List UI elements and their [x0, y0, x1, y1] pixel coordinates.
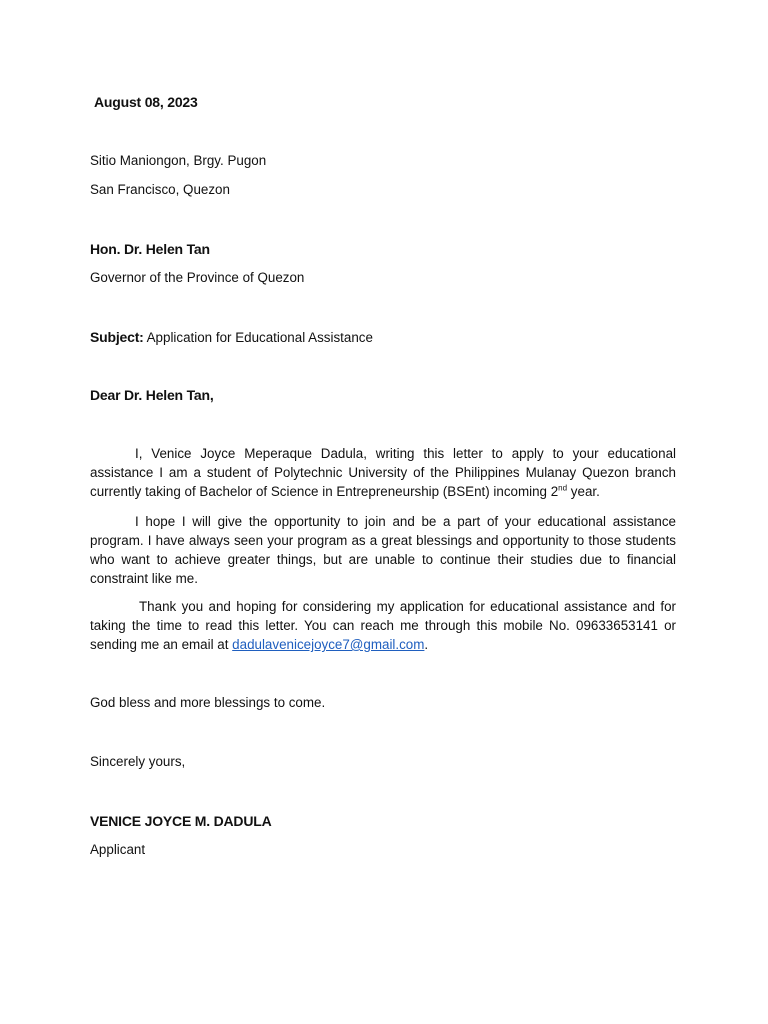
email-link[interactable]: dadulavenicejoyce7@gmail.com [232, 637, 425, 652]
blessing-line: God bless and more blessings to come. [90, 695, 326, 710]
subject-label: Subject: [90, 329, 144, 345]
subject-line [90, 328, 373, 347]
paragraph-1-text: I, Venice Joyce Meperaque Dadula, writing this letter to apply to your educational assistance I am a student of Polytechnic University of the Philippines Mulanay Quezon branch currently taking of Bachelor of Science in Entrepreneurship (BSEnt) incoming 2 [90, 446, 676, 499]
paragraph-1-ending: year. [567, 484, 600, 499]
body-paragraph-2: I hope I will give the opportunity to join and be a part of your educational assistance program. I have always seen your program as a great blessings and opportunity to those students who want to achieve greater things, but are unable to continue their studies due to financial constraint like me. [90, 514, 676, 586]
salutation: Dear Dr. Helen Tan, [90, 387, 214, 403]
closing-line: Sincerely yours, [90, 754, 186, 769]
signature-name: VENICE JOYCE M. DADULA [90, 813, 272, 829]
paragraph-1-superscript: nd [558, 483, 568, 493]
recipient-name: Hon. Dr. Helen Tan [90, 241, 210, 257]
paragraph-3-ending: . [424, 637, 429, 652]
recipient-title: Governor of the Province of Quezon [90, 270, 305, 285]
sender-address-line1: Sitio Maniongon, Brgy. Pugon [90, 153, 267, 168]
body-paragraph-1 [90, 444, 676, 501]
signature-role: Applicant [90, 842, 146, 857]
body-paragraph-3 [90, 597, 676, 654]
subject-text: Application for Educational Assistance [146, 330, 373, 345]
paragraph-3-text: Thank you and hoping for considering my application for educational assistance and for taking the time to read this letter. You can reach me through this mobile No. 09633653141 or sending me an email at [90, 599, 676, 652]
sender-address-line2: San Francisco, Quezon [90, 182, 230, 197]
letter-date: August 08, 2023 [94, 94, 198, 110]
